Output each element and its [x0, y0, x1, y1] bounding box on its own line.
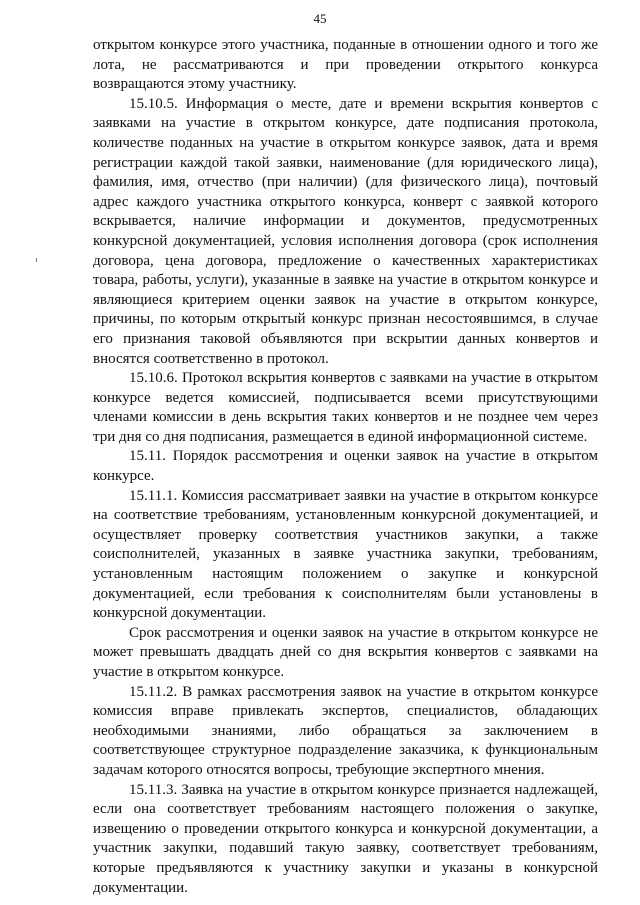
- paragraph-15-11-1: 15.11.1. Комиссия рассматривает заявки на участие в открытом конкурсе на соответствие требованиям, установленным конкурсной документацией, и осуществляет проверку соответствия участников закупки, а также соисполнителей, указанных в заявке участника закупки, требованиям, установленным настоящим положением о закупке и конкурсной документацией, если требования к соисполнителям были установлены в конкурсной документации.: [93, 487, 598, 622]
- margin-mark: [36, 258, 37, 262]
- page-number: 45: [313, 11, 327, 26]
- paragraph-15-11-3: 15.11.3. Заявка на участие в открытом конкурсе признается надлежащей, если она соответствует требованиям настоящего положения о закупке, извещению о проведении открытого конкурса и конкурсной документации, а участник закупки, подавший такую заявку, соответствует требованиям, которые предъявляются к участнику закупки и указаны в конкурсной документации.: [93, 781, 598, 896]
- document-body: [93, 36, 598, 898]
- paragraph-review-term: Срок рассмотрения и оценки заявок на участие в открытом конкурсе не может превышать двадцать дней со дня вскрытия конвертов с заявками на участие в открытом конкурсе.: [93, 624, 598, 680]
- section-heading-15-11: 15.11. Порядок рассмотрения и оценки заявок на участие в открытом конкурсе.: [93, 448, 598, 485]
- paragraph-15-10-6: 15.10.6. Протокол вскрытия конвертов с заявками на участие в открытом конкурсе ведется комиссией, подписывается всеми присутствующими членами комиссии в день вскрытия таких конвертов и не позднее чем через три дня со дня подписания, размещается в единой информационной системе.: [93, 370, 598, 445]
- paragraph-15-10-5: 15.10.5. Информация о месте, дате и времени вскрытия конвертов с заявками на участие в открытом конкурсе, дате подписания протокола, количестве поданных на участие в открытом конкурсе заявок, дата и время регистрации каждой такой заявки, наименование (для юридического лица), фамилия, имя, отчество (при наличии) (для физического лица), почтовый адрес каждого участника открытого конкурса, конверт с заявкой которого вскрывается, наличие информации и документов, предусмотренных конкурсной документацией, условия исполнения договора (срок исполнения договора, цена договора, предложение о качественных характеристиках товара, работы, услуги), указанные в заявке на участие в открытом конкурсе и являющиеся критерием оценки заявок на участие в открытом конкурсе, причины, по которым открытый конкурс признан несостоявшимся, в случае его признания таковой объявляются при вскрытии данных конвертов и вносятся соответственно в протокол.: [93, 95, 598, 367]
- paragraph-continuation: открытом конкурсе этого участника, поданные в отношении одного и того же лота, не рассматриваются и при проведении открытого конкурса возвращаются этому участнику.: [93, 37, 598, 93]
- paragraph-15-11-2: 15.11.2. В рамках рассмотрения заявок на участие в открытом конкурсе комиссия вправе привлекать экспертов, специалистов, обладающих необходимыми знаниями, либо обращаться за заключением в соответствующее структурное подразделение заказчика, к функциональным задачам которого относятся вопросы, требующие экспертного мнения.: [93, 683, 598, 778]
